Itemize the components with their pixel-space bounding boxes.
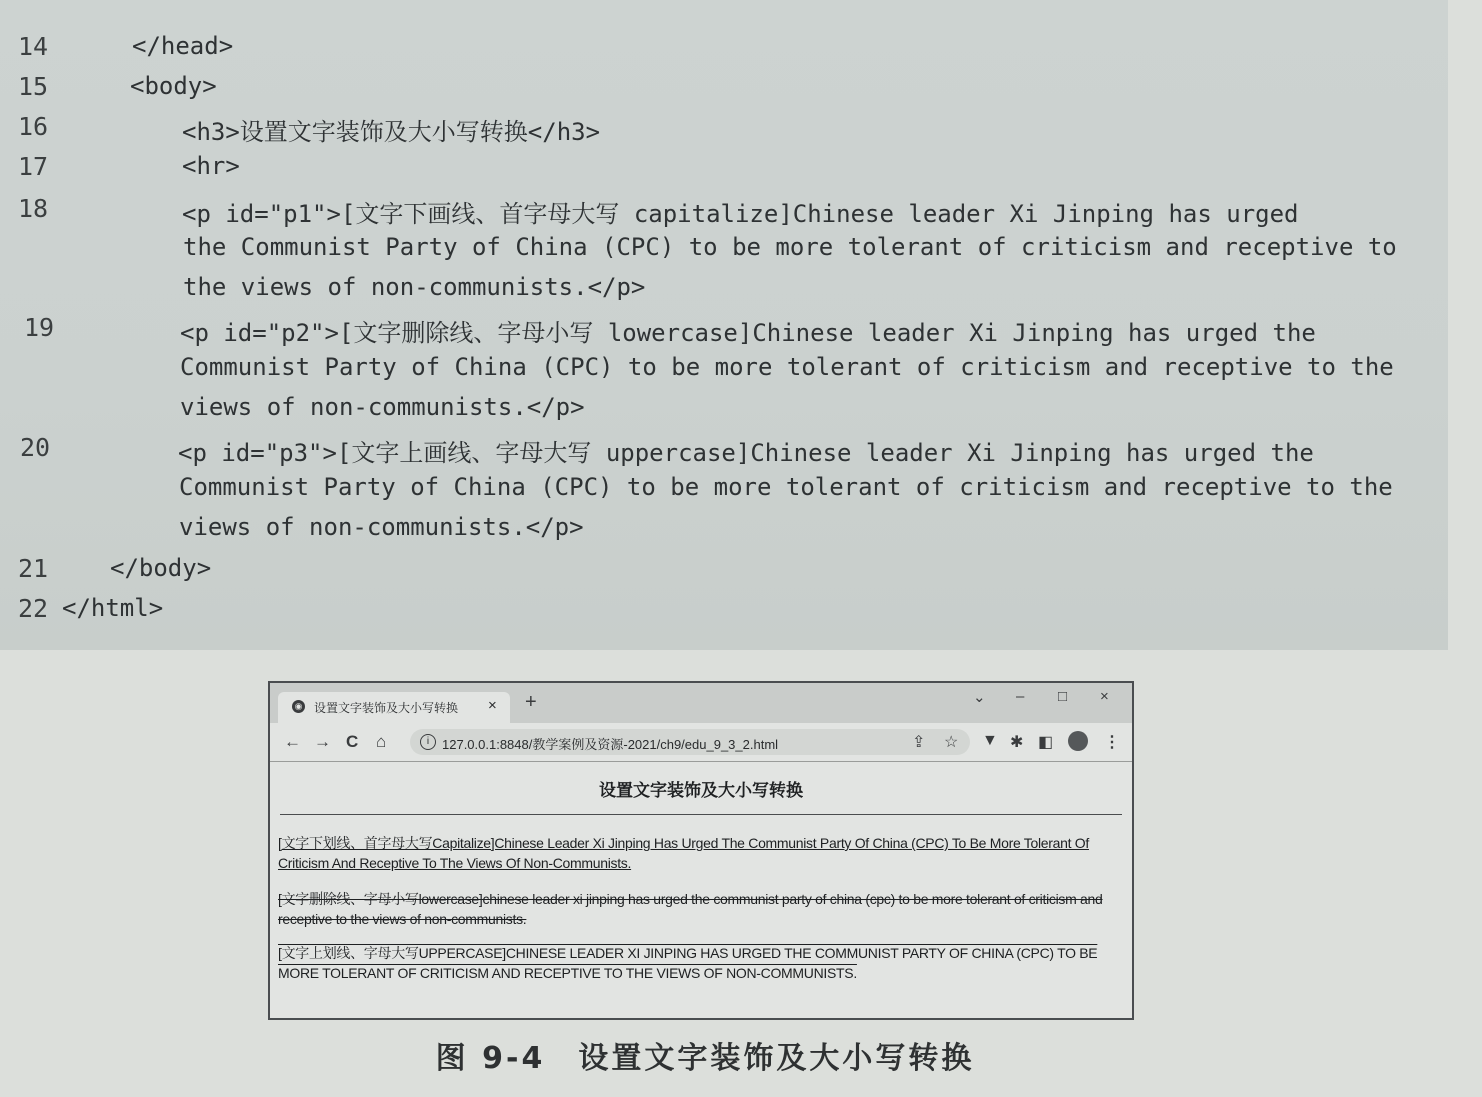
code-line-19 xyxy=(0,313,1448,353)
back-button[interactable]: ← xyxy=(284,732,301,751)
code-text: <hr> xyxy=(182,152,240,180)
line-number: 20 xyxy=(20,433,51,462)
line-number: 21 xyxy=(18,554,49,583)
close-window-button[interactable]: × xyxy=(1100,688,1109,705)
code-line-22 xyxy=(0,594,1448,634)
code-text: <body> xyxy=(130,72,217,100)
code-text-wrap: views of non-communists.</p> xyxy=(179,513,584,541)
maximize-button[interactable]: □ xyxy=(1058,688,1068,705)
code-text-wrap: the views of non-communists.</p> xyxy=(183,273,646,301)
reload-button[interactable]: C xyxy=(346,732,359,751)
code-text-wrap: views of non-communists.</p> xyxy=(180,393,585,421)
code-text-wrap: Communist Party of China (CPC) to be more tolerant of criticism and receptive to the xyxy=(179,473,1393,501)
tab-bar xyxy=(270,683,1132,723)
browser-tab[interactable] xyxy=(278,692,510,723)
menu-kebab-icon[interactable]: ⋮ xyxy=(1104,734,1120,751)
line-number: 19 xyxy=(24,313,55,342)
site-info-icon[interactable]: i xyxy=(420,734,436,750)
code-line-20 xyxy=(0,433,1448,473)
horizontal-rule xyxy=(280,814,1122,815)
code-text: <p id="p1">[文字下画线、首字母大写 capitalize]Chinese leader Xi Jinping has urged xyxy=(182,200,1299,228)
line-number: 18 xyxy=(18,194,49,223)
tab-title: 设置文字装饰及大小写转换 xyxy=(314,701,459,715)
extensions-puzzle-icon[interactable]: ✱ xyxy=(1010,734,1024,751)
code-text: </head> xyxy=(132,32,234,60)
code-line-17 xyxy=(0,152,1448,192)
line-number: 16 xyxy=(18,112,49,141)
toolbar xyxy=(270,723,1132,762)
code-line-14 xyxy=(0,32,1448,72)
figure-caption: 图 9-4 设置文字装饰及大小写转换 xyxy=(435,1041,975,1076)
code-text: </html> xyxy=(62,594,164,622)
address-bar[interactable] xyxy=(410,729,970,755)
side-panel-icon[interactable]: ◧ xyxy=(1038,734,1054,751)
globe-icon: ◉ xyxy=(292,700,305,713)
home-button[interactable]: ⌂ xyxy=(376,732,387,751)
forward-button[interactable]: → xyxy=(314,732,331,751)
page-heading: 设置文字装饰及大小写转换 xyxy=(599,781,803,800)
line-number: 22 xyxy=(18,594,49,623)
paragraph-p3: [文字上划线、字母大写UPPERCASE]CHINESE LEADER XI JINPING HAS URGED THE COMMUNIST PARTY OF CHINA (CPC) TO BE MORE TOLERANT OF CRITICISM AND RECEPTIVE TO THE VIEWS OF NON-COMMUNISTS. xyxy=(278,945,1098,981)
share-icon[interactable]: ⇪ xyxy=(912,734,926,751)
close-tab-icon[interactable]: × xyxy=(488,697,497,714)
code-line-18 xyxy=(0,194,1448,234)
code-line-16 xyxy=(0,112,1448,152)
paragraph-p2: [文字删除线、字母小写lowercase]chinese leader xi jinping has urged the communist party of china (cpc) to be more tolerant of criticism and receptive to the views of non-communists. xyxy=(278,891,1103,927)
code-line-21 xyxy=(0,554,1448,594)
line-number: 17 xyxy=(18,152,49,181)
code-text-wrap: Communist Party of China (CPC) to be more tolerant of criticism and receptive to the xyxy=(180,353,1394,381)
url-text[interactable]: 127.0.0.1:8848/教学案例及资源-2021/ch9/edu_9_3_2.html xyxy=(442,737,779,752)
minimize-button[interactable]: – xyxy=(1016,688,1025,705)
code-text: <p id="p2">[文字删除线、字母小写 lowercase]Chinese leader Xi Jinping has urged the xyxy=(180,319,1316,347)
code-text: <p id="p3">[文字上画线、字母大写 uppercase]Chinese leader Xi Jinping has urged the xyxy=(178,439,1314,467)
code-text: </body> xyxy=(110,554,212,582)
paragraph-p1: [文字下划线、首字母大写Capitalize]Chinese Leader Xi Jinping Has Urged The Communist Party Of China (CPC) To Be More Tolerant Of Criticism And Receptive To The Views Of Non-Communists. xyxy=(278,835,1089,871)
code-line-15 xyxy=(0,72,1448,112)
tab-search-icon[interactable]: ⌄ xyxy=(973,689,986,706)
new-tab-button[interactable]: + xyxy=(525,691,537,713)
browser-window xyxy=(268,681,1134,1020)
bookmark-star-icon[interactable]: ☆ xyxy=(944,734,959,751)
profile-avatar-icon[interactable] xyxy=(1068,731,1088,751)
code-text-wrap: the Communist Party of China (CPC) to be more tolerant of criticism and receptive to xyxy=(183,233,1397,261)
line-number: 14 xyxy=(18,32,49,61)
code-text: <h3>设置文字装饰及大小写转换</h3> xyxy=(182,118,601,146)
extension-v-icon[interactable]: ▼ xyxy=(982,732,998,749)
line-number: 15 xyxy=(18,72,49,101)
